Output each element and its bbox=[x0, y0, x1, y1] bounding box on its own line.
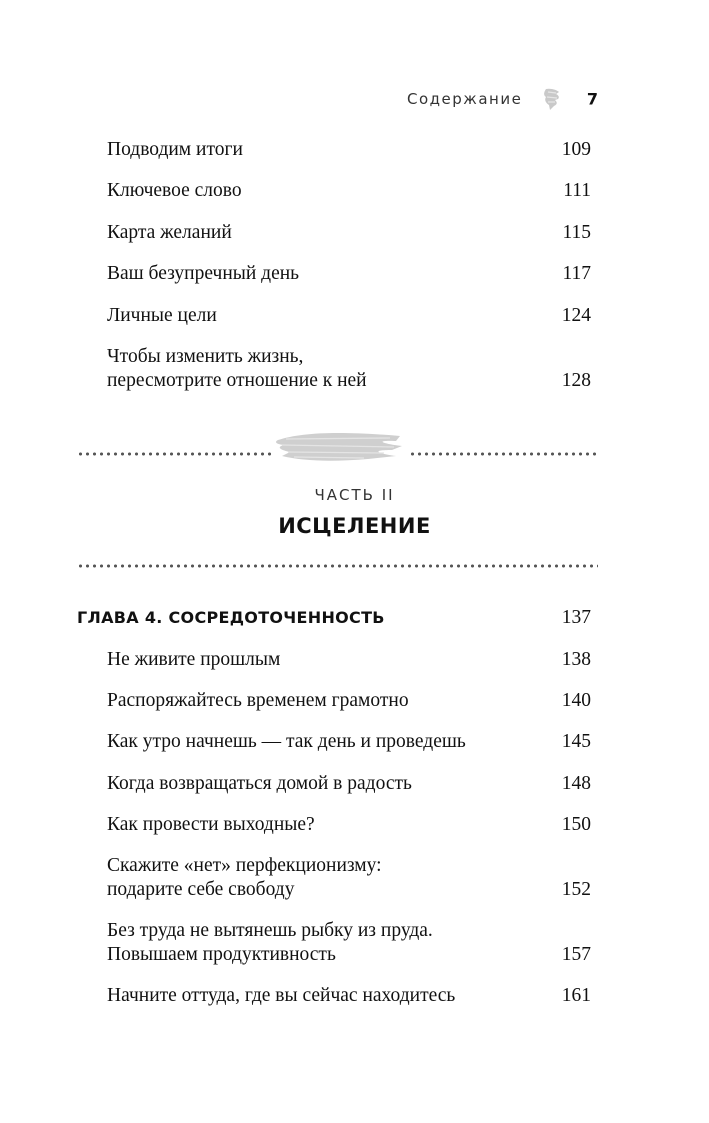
chapter-title: ГЛАВА 4. СОСРЕДОТОЧЕННОСТЬ bbox=[77, 608, 385, 627]
toc-entry-line: Когда возвращаться домой в радость bbox=[107, 773, 412, 794]
toc-entry bbox=[107, 772, 591, 796]
toc-entry-page: 152 bbox=[561, 879, 591, 900]
page-number: 7 bbox=[586, 89, 598, 109]
toc-entry bbox=[107, 262, 591, 286]
brush-stroke-icon bbox=[272, 428, 406, 464]
brush-stroke-icon bbox=[539, 86, 563, 112]
toc-entry bbox=[107, 730, 591, 754]
toc-entry-title bbox=[107, 813, 315, 837]
toc-entry-line: Ключевое слово bbox=[107, 180, 242, 201]
dotted-divider-right bbox=[409, 451, 598, 457]
toc-entry bbox=[107, 689, 591, 713]
toc-entry-page: 115 bbox=[562, 222, 591, 243]
toc-entry-page: 161 bbox=[561, 985, 591, 1006]
toc-entry-title bbox=[107, 854, 382, 902]
toc-entry-line: Не живите прошлым bbox=[107, 649, 281, 670]
toc-entry-line: подарите себе свободу bbox=[107, 879, 295, 900]
dotted-divider bbox=[77, 563, 598, 569]
toc-entry-title bbox=[107, 919, 433, 967]
chapter-page: 137 bbox=[561, 607, 591, 628]
toc-entry-title bbox=[107, 772, 412, 796]
chapter-heading bbox=[77, 606, 591, 630]
toc-entry-page: 117 bbox=[562, 263, 591, 284]
toc-entry bbox=[107, 138, 591, 162]
toc-entry bbox=[107, 179, 591, 203]
toc-entry-line: пересмотрите отношение к ней bbox=[107, 370, 367, 391]
toc-entry bbox=[107, 854, 591, 902]
toc-entry-line: Распоряжайтесь временем грамотно bbox=[107, 690, 409, 711]
toc-entry-title bbox=[107, 345, 367, 393]
toc-entry-title bbox=[107, 262, 299, 286]
part-title: ИСЦЕЛЕНИЕ bbox=[278, 514, 431, 538]
toc-entry-line: Как утро начнешь — так день и проведешь bbox=[107, 731, 466, 752]
toc-entry-page: 109 bbox=[561, 139, 591, 160]
toc-entry-page: 111 bbox=[563, 180, 591, 201]
toc-entry-title bbox=[107, 648, 280, 672]
toc-entry-line: Карта желаний bbox=[107, 222, 232, 243]
toc-entry-title bbox=[107, 304, 217, 328]
toc-entry-page: 145 bbox=[561, 731, 591, 752]
toc-entry-page: 124 bbox=[561, 305, 591, 326]
part-label: ЧАСТЬ II bbox=[314, 486, 395, 504]
toc-entry-title bbox=[107, 984, 455, 1008]
toc-entry-title bbox=[107, 730, 466, 754]
section-title: Содержание bbox=[407, 90, 523, 108]
toc-entry-title bbox=[107, 689, 409, 713]
toc-entry-line: Чтобы изменить жизнь, bbox=[107, 346, 304, 367]
toc-entry bbox=[107, 221, 591, 245]
toc-entry-line: Без труда не вытянешь рыбку из пруда. bbox=[107, 920, 433, 941]
toc-entry-line: Как провести выходные? bbox=[107, 814, 315, 835]
toc-entry-page: 140 bbox=[561, 690, 591, 711]
toc-entry-page: 128 bbox=[561, 370, 591, 391]
toc-entry-title bbox=[107, 179, 242, 203]
toc-entry-line: Ваш безупречный день bbox=[107, 263, 300, 284]
toc-entry-page: 157 bbox=[561, 944, 591, 965]
toc-entry-title bbox=[107, 221, 232, 245]
toc-entry bbox=[107, 984, 591, 1008]
toc-entry-page: 148 bbox=[561, 773, 591, 794]
toc-entry-line: Личные цели bbox=[107, 305, 217, 326]
dotted-divider-left bbox=[77, 451, 273, 457]
toc-entry-line: Скажите «нет» перфекционизму: bbox=[107, 855, 382, 876]
toc-entry bbox=[107, 648, 591, 672]
toc-entry-line: Начните оттуда, где вы сейчас находитесь bbox=[107, 985, 456, 1006]
toc-entry-page: 150 bbox=[561, 814, 591, 835]
toc-entry bbox=[107, 304, 591, 328]
toc-entry bbox=[107, 345, 591, 393]
running-head bbox=[0, 86, 598, 112]
toc-entry-line: Подводим итоги bbox=[107, 139, 243, 160]
toc-entry-line: Повышаем продуктивность bbox=[107, 944, 336, 965]
toc-entry bbox=[107, 919, 591, 967]
toc-entry-title bbox=[107, 138, 243, 162]
toc-entry-page: 138 bbox=[561, 649, 591, 670]
toc-entry bbox=[107, 813, 591, 837]
